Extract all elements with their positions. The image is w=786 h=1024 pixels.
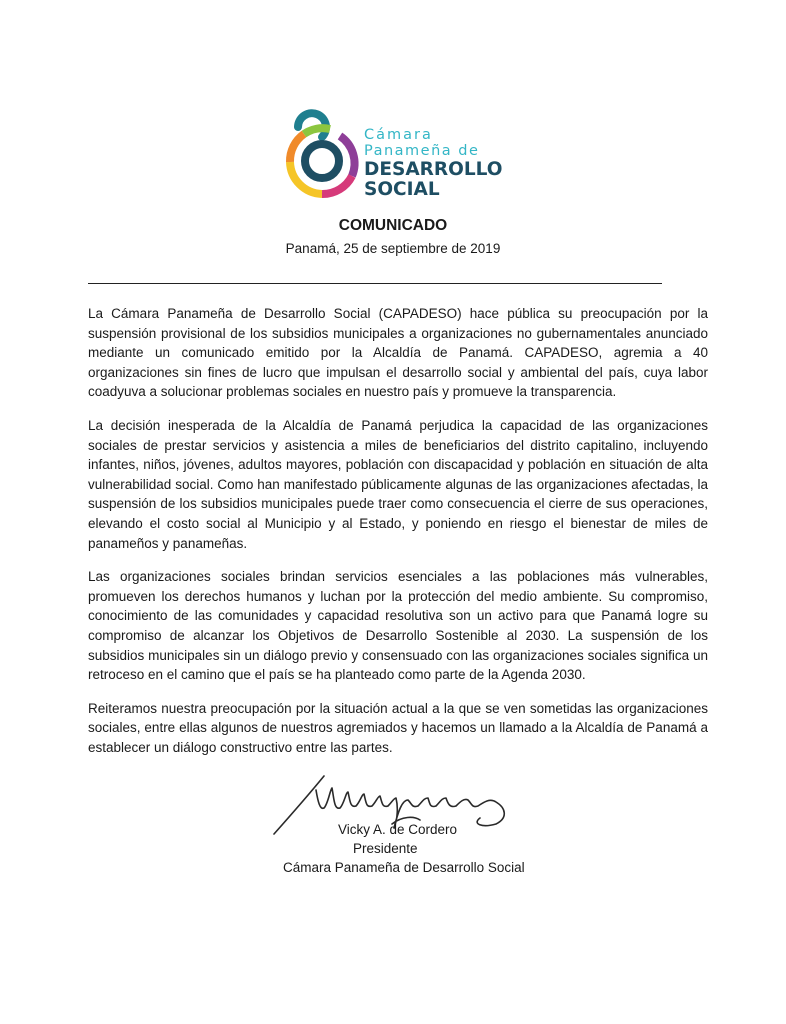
capadeso-logo-mark-icon bbox=[282, 90, 362, 200]
capadeso-logo-wordmark bbox=[364, 128, 503, 199]
paragraph-2: La decisión inesperada de la Alcaldía de Panamá perjudica la capacidad de las organizaciones sociales de prestar servicios y asistencia a miles de beneficiarios del distrito capitalino, incluyendo infantes, niños, jóvenes, adultos mayores, población con discapacidad y población en situación de alta vulnerabilidad social. Como han manifestado públicamente algunas de las organizaciones afectadas, la suspensión de los subsidios municipales puede traer como consecuencia el cierre de sus operaciones, elevando el costo social al Municipio y al Estado, y poniendo en riesgo el bienestar de miles de panameños y panameñas. bbox=[88, 417, 708, 551]
paragraph-3: Las organizaciones sociales brindan servicios esenciales a las poblaciones más vulnerables, promueven los derechos humanos y luchan por la protección del medio ambiente. Su compromiso, conocimiento de las comunidades y capacidad resolutiva son un activo para que Panamá logre su compromiso de alcanzar los Objetivos de Desarrollo Sostenible al 2030. La suspensión de los subsidios municipales sin un diálogo previo y consensuado con las organizaciones sociales significa un retroceso en el camino que el país se ha planteado como parte de la Agenda 2030. bbox=[88, 569, 708, 683]
logo-line-1: Cámara bbox=[364, 127, 433, 143]
header-divider bbox=[88, 283, 662, 284]
document-heading: COMUNICADO bbox=[338, 217, 448, 234]
signer-name: Vicky A. de Cordero bbox=[338, 822, 458, 837]
capadeso-logo bbox=[282, 90, 522, 200]
logo-line-4: SOCIAL bbox=[364, 178, 440, 200]
document-body bbox=[88, 304, 708, 771]
signer-organization: Cámara Panameña de Desarrollo Social bbox=[283, 860, 525, 875]
logo-line-3: DESARROLLO bbox=[364, 159, 503, 180]
paragraph-1: La Cámara Panameña de Desarrollo Social (CAPADESO) hace pública su preocupación por la suspensión provisional de los subsidios municipales a organizaciones no gubernamentales anunciado mediante un comunicado emitido por la Alcaldía de Panamá. CAPADESO, agremia a 40 organizaciones sin fines de lucro que impulsan el desarrollo social y ambiental del país, cuya labor coadyuva a solucionar problemas sociales en nuestro país y promueve la transparencia. bbox=[88, 306, 708, 400]
signer-title: Presidente bbox=[353, 841, 418, 856]
logo-line-2: Panameña de bbox=[364, 142, 480, 159]
document-date: Panamá, 25 de septiembre de 2019 bbox=[285, 241, 501, 256]
paragraph-4: Reiteramos nuestra preocupación por la situación actual a la que se ven sometidas las organizaciones sociales, entre ellas algunos de nuestros agremiados y hacemos un llamado a la Alcaldía de Panamá a establecer un diálogo constructivo entre las partes. bbox=[88, 700, 708, 755]
